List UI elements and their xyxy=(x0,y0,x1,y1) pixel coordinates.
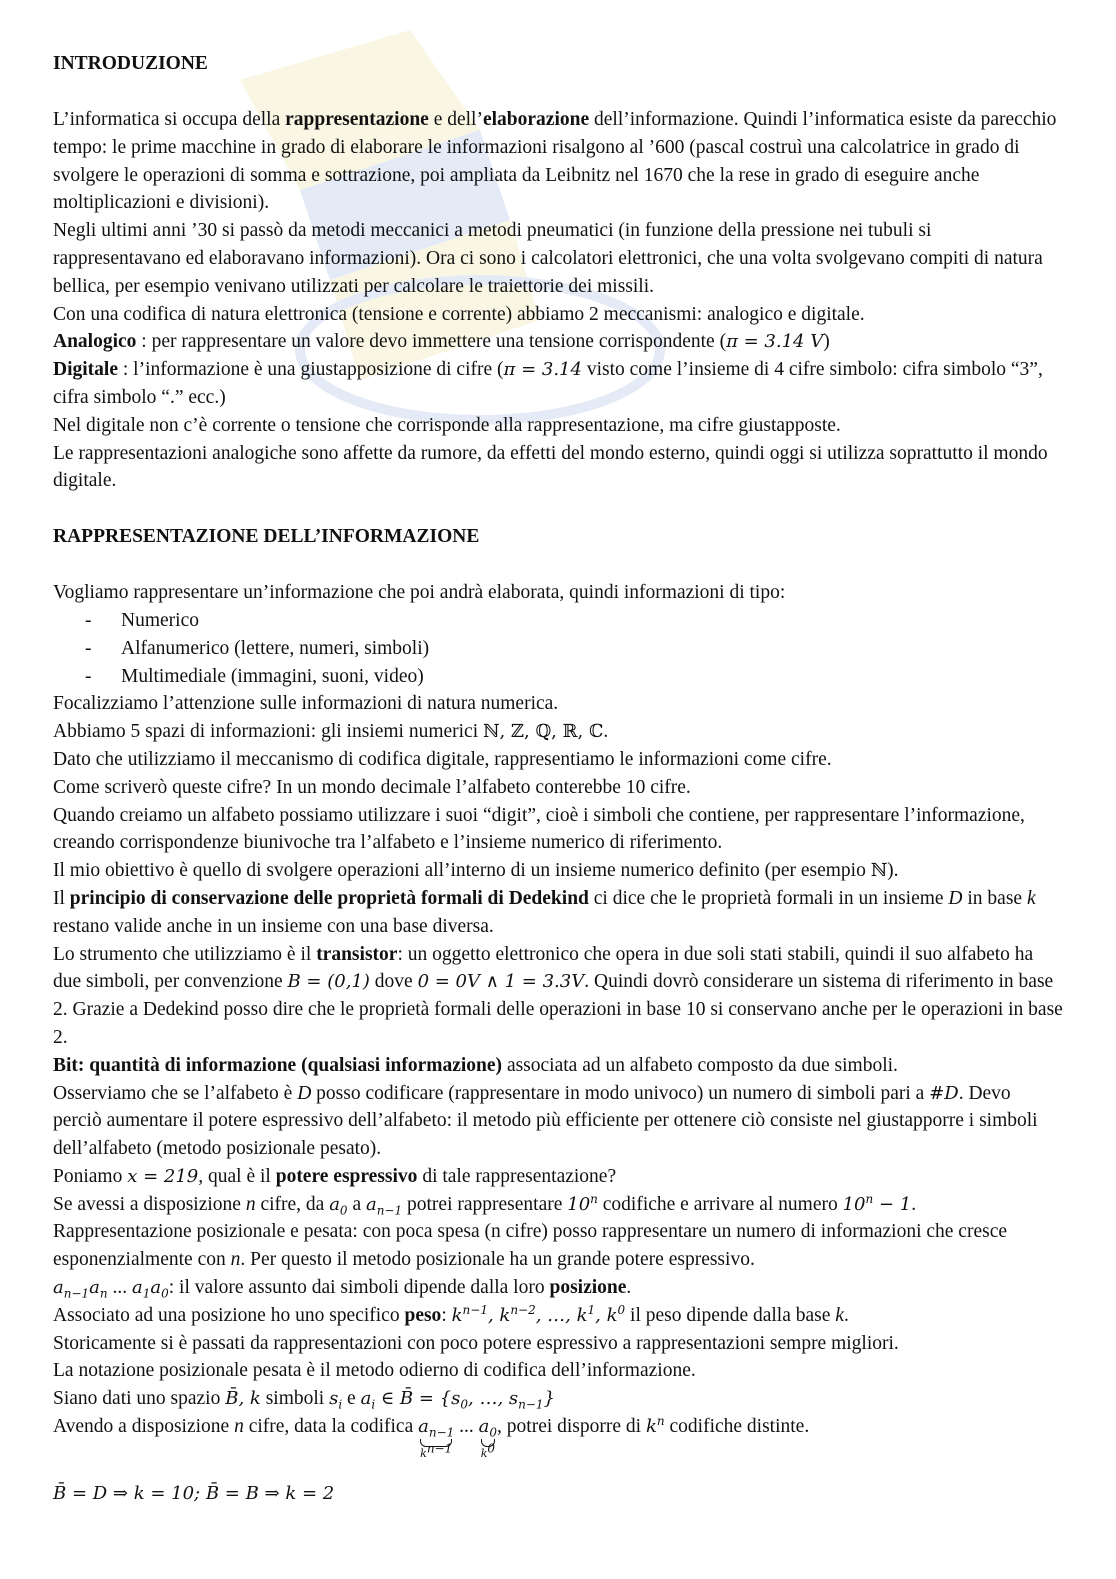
underbrace-msb: $a_{n-1}$ $k^{n-1}$ xyxy=(418,1416,455,1460)
line-digits: Dato che utilizziamo il meccanismo di codifica digitale, rappresentiamo le informazioni come cifre. xyxy=(53,748,832,770)
paragraph-coding: Con una codifica di natura elettronica (tensione e corrente) abbiamo 2 meccanismi: analogico e digitale. xyxy=(53,303,865,325)
line-history: Storicamente si è passati da rappresentazioni con poco potere espressivo a rappresentazioni sempre migliori. xyxy=(53,1332,899,1354)
line-bases: B̄ = D ⇒ k = 10; B̄ = B ⇒ k = 2 xyxy=(53,1482,335,1504)
paragraph-noise: Le rappresentazioni analogiche sono affette da rumore, da effetti del mondo esterno, quindi oggi si utilizza soprattutto il mondo digitale. xyxy=(53,442,1048,492)
line-codifica: Avendo a disposizione n cifre, data la codifica $a_{n-1}$ $k^{n-1}$ ... $a_0$ $k^0$ , potrei disporre di $k^n$ codifiche distinte. xyxy=(53,1414,810,1460)
list-item: - Numerico xyxy=(85,607,1063,635)
line-objective: Il mio obiettivo è quello di svolgere operazioni all’interno di un insieme numerico definito (per esempio ℕ). xyxy=(53,860,899,882)
list-item: - Multimediale (immagini, suoni, video) xyxy=(85,663,1063,691)
paragraph-analogico: Analogico : per rappresentare un valore devo immettere una tensione corrispondente (π = 3.14 V) xyxy=(53,331,830,353)
heading-introduzione: INTRODUZIONE xyxy=(53,53,208,74)
document-body xyxy=(53,50,1063,1508)
underbrace-lsb: $a_0$ $k^0$ xyxy=(478,1416,498,1460)
line-decimal: Come scriverò queste cifre? In un mondo decimale l’alfabeto conterebbe 10 cifre. xyxy=(53,776,691,798)
line-dedekind: Il principio di conservazione delle proprietà formali di Dedekind ci dice che le proprietà formali in un insieme D in base k restano valide anche in un insieme con una base diversa. xyxy=(53,887,1036,937)
line-alphabet: Quando creiamo un alfabeto possiamo utilizzare i suoi “digit”, cioè i simboli che contiene, per rappresentare l’informazione, creando corrispondenze biunivoche tra l’alfabeto e l’insieme numerico di riferimento. xyxy=(53,804,1025,854)
heading-rappresentazione: RAPPRESENTAZIONE DELL’INFORMAZIONE xyxy=(53,526,480,548)
line-position: $a_{n-1}a_n$ ... $a_1a_0$: il valore assunto dai simboli dipende dalla loro posizione. xyxy=(53,1277,632,1301)
line-x-219: Poniamo x = 219, qual è il potere espressivo di tale rappresentazione? xyxy=(53,1165,617,1187)
paragraph-history: Negli ultimi anni ’30 si passò da metodi meccanici a metodi pneumatici (in funzione della pressione nei tubuli si rappresentavano ed elaboravano informazioni). Ora ci sono i calcolatori elettronici, che una volta svolgevano compiti di natura bellica, per esempio venivano utilizzati per calcolare le traiettorie dei missili. xyxy=(53,220,1043,297)
paragraph-intro: L’informatica si occupa della rappresentazione e dell’elaborazione dell’informazione. Quindi l’informatica esiste da parecchio tempo: le prime macchine in grado di elaborare le informazioni risalgono al ’600 (pascal costruì una calcolatrice in grado di svolgere le operazioni di somma e sottrazione, poi ampliata da Leibnitz nel 1670 che la rese in grado di eseguire anche moltiplicazioni e divisioni). xyxy=(53,109,1057,214)
line-notation: La notazione posizionale pesata è il metodo odierno di codifica dell’informazione. xyxy=(53,1360,696,1382)
line-transistor: Lo strumento che utilizziamo è il transistor: un oggetto elettronico che opera in due soli stati stabili, quindi il suo alfabeto ha due simboli, per convenzione B = (0,1) dove 0 = 0V ∧ 1 = 3.3V. Quindi dovrò considerare un sistema di riferimento in base 2. Grazie a Dedekind posso dire che le proprietà formali delle operazioni in base 10 si conservano anche per le operazioni in base 2. xyxy=(53,943,1063,1048)
list-item: - Alfanumerico (lettere, numeri, simboli) xyxy=(85,635,1063,663)
info-type-list xyxy=(53,607,1063,690)
line-positional: Rappresentazione posizionale e pesata: con poca spesa (n cifre) posso rappresentare un numero di informazioni che cresce esponenzialmente con n. Per questo il metodo posizionale ha un grande potere espressivo. xyxy=(53,1221,1008,1271)
line-sets: Abbiamo 5 spazi di informazioni: gli insiemi numerici ℕ, ℤ, ℚ, ℝ, ℂ. xyxy=(53,721,609,743)
line-space: Siano dati uno spazio B̄, k simboli $s_i$ e $a_i$ ∈ B̄ = {$s_0$, …, $s_{n-1}$} xyxy=(53,1388,556,1412)
line-weight: Associato ad una posizione ho uno specifico peso: $k^{n-1}$, $k^{n-2}$, …, $k^1$, $k^0$ il peso dipende dalla base k. xyxy=(53,1302,849,1326)
paragraph-types-intro: Vogliamo rappresentare un’informazione che poi andrà elaborata, quindi informazioni di tipo: xyxy=(53,582,786,604)
paragraph-digital-note: Nel digitale non c’è corrente o tensione che corrisponde alla rappresentazione, ma cifre giustapposte. xyxy=(53,414,841,436)
line-n-digits: Se avessi a disposizione n cifre, da $a_0$ a $a_{n-1}$ potrei rappresentare 10$^n$ codifiche e arrivare al numero $10^n - 1$. xyxy=(53,1191,917,1218)
line-bit: Bit: quantità di informazione (qualsiasi informazione) associata ad un alfabeto composto da due simboli. xyxy=(53,1054,898,1076)
line-focus: Focalizziamo l’attenzione sulle informazioni di natura numerica. xyxy=(53,693,559,715)
line-alphabet-d: Osserviamo che se l’alfabeto è D posso codificare (rappresentare in modo univoco) un numero di simboli pari a #D. Devo perciò aumentare il potere espressivo dell’alfabeto: il metodo più efficiente per ottenere ciò consiste nel giustapporre i simboli dell’alfabeto (metodo posizionale pesato). xyxy=(53,1082,1038,1160)
paragraph-digitale: Digitale : l’informazione è una giustapposizione di cifre (π = 3.14 visto come l’insieme di 4 cifre simbolo: cifra simbolo “3”, cifra simbolo “.” ecc.) xyxy=(53,359,1043,408)
